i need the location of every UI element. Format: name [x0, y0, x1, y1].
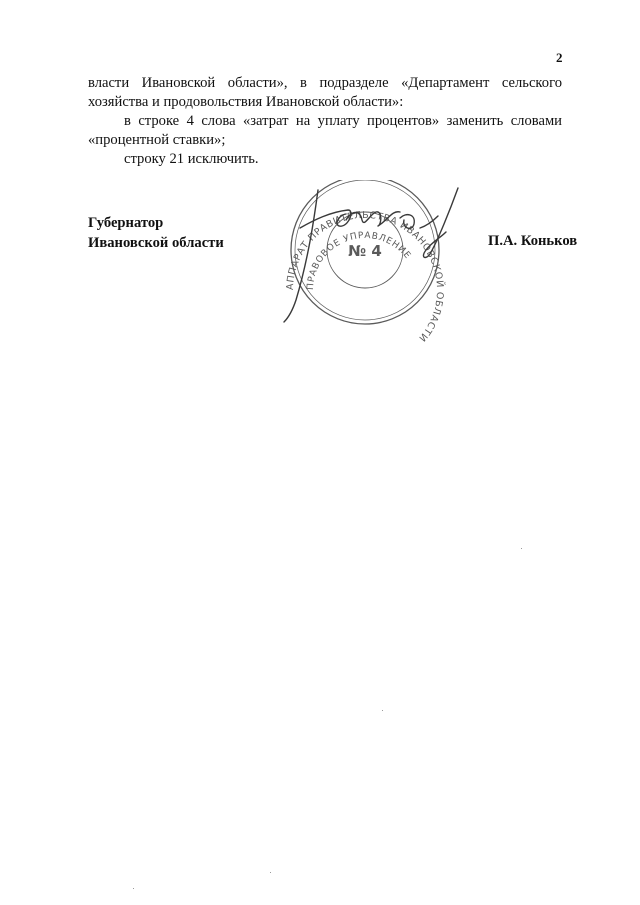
official-seal — [285, 180, 446, 344]
svg-text:ПРАВОВОЕ УПРАВЛЕНИЕ — [306, 231, 413, 290]
page-number: 2 — [556, 50, 563, 65]
paragraph-continuation: власти Ивановской области», в подразделе «Департамент сельского хозяйства и продовольствия Ивановской области»: — [88, 75, 562, 110]
scan-speck — [133, 888, 134, 889]
signer-title — [88, 213, 224, 253]
scan-speck — [521, 548, 522, 549]
signer-title-line-1: Губернатор — [88, 215, 164, 231]
paragraph-amendment: в строке 4 слова «затрат на уплату процентов» заменить словами «процентной ставки»; — [88, 113, 562, 148]
scan-speck — [382, 710, 383, 711]
signature-and-stamp — [270, 180, 460, 360]
seal-outer-text: АППАРАТ ПРАВИТЕЛЬСТВА ИВАНОВСКОЙ ОБЛАСТИ — [284, 209, 446, 344]
paragraph-exclusion: строку 21 исключить. — [124, 151, 259, 167]
seal-inner-text: ПРАВОВОЕ УПРАВЛЕНИЕ — [305, 230, 413, 291]
signer-name: П.А. Коньков — [488, 233, 578, 249]
signer-title-line-2: Ивановской области — [88, 235, 224, 251]
seal-center-number: № 4 — [348, 242, 382, 260]
scan-speck — [270, 872, 271, 873]
body-text — [88, 74, 562, 169]
